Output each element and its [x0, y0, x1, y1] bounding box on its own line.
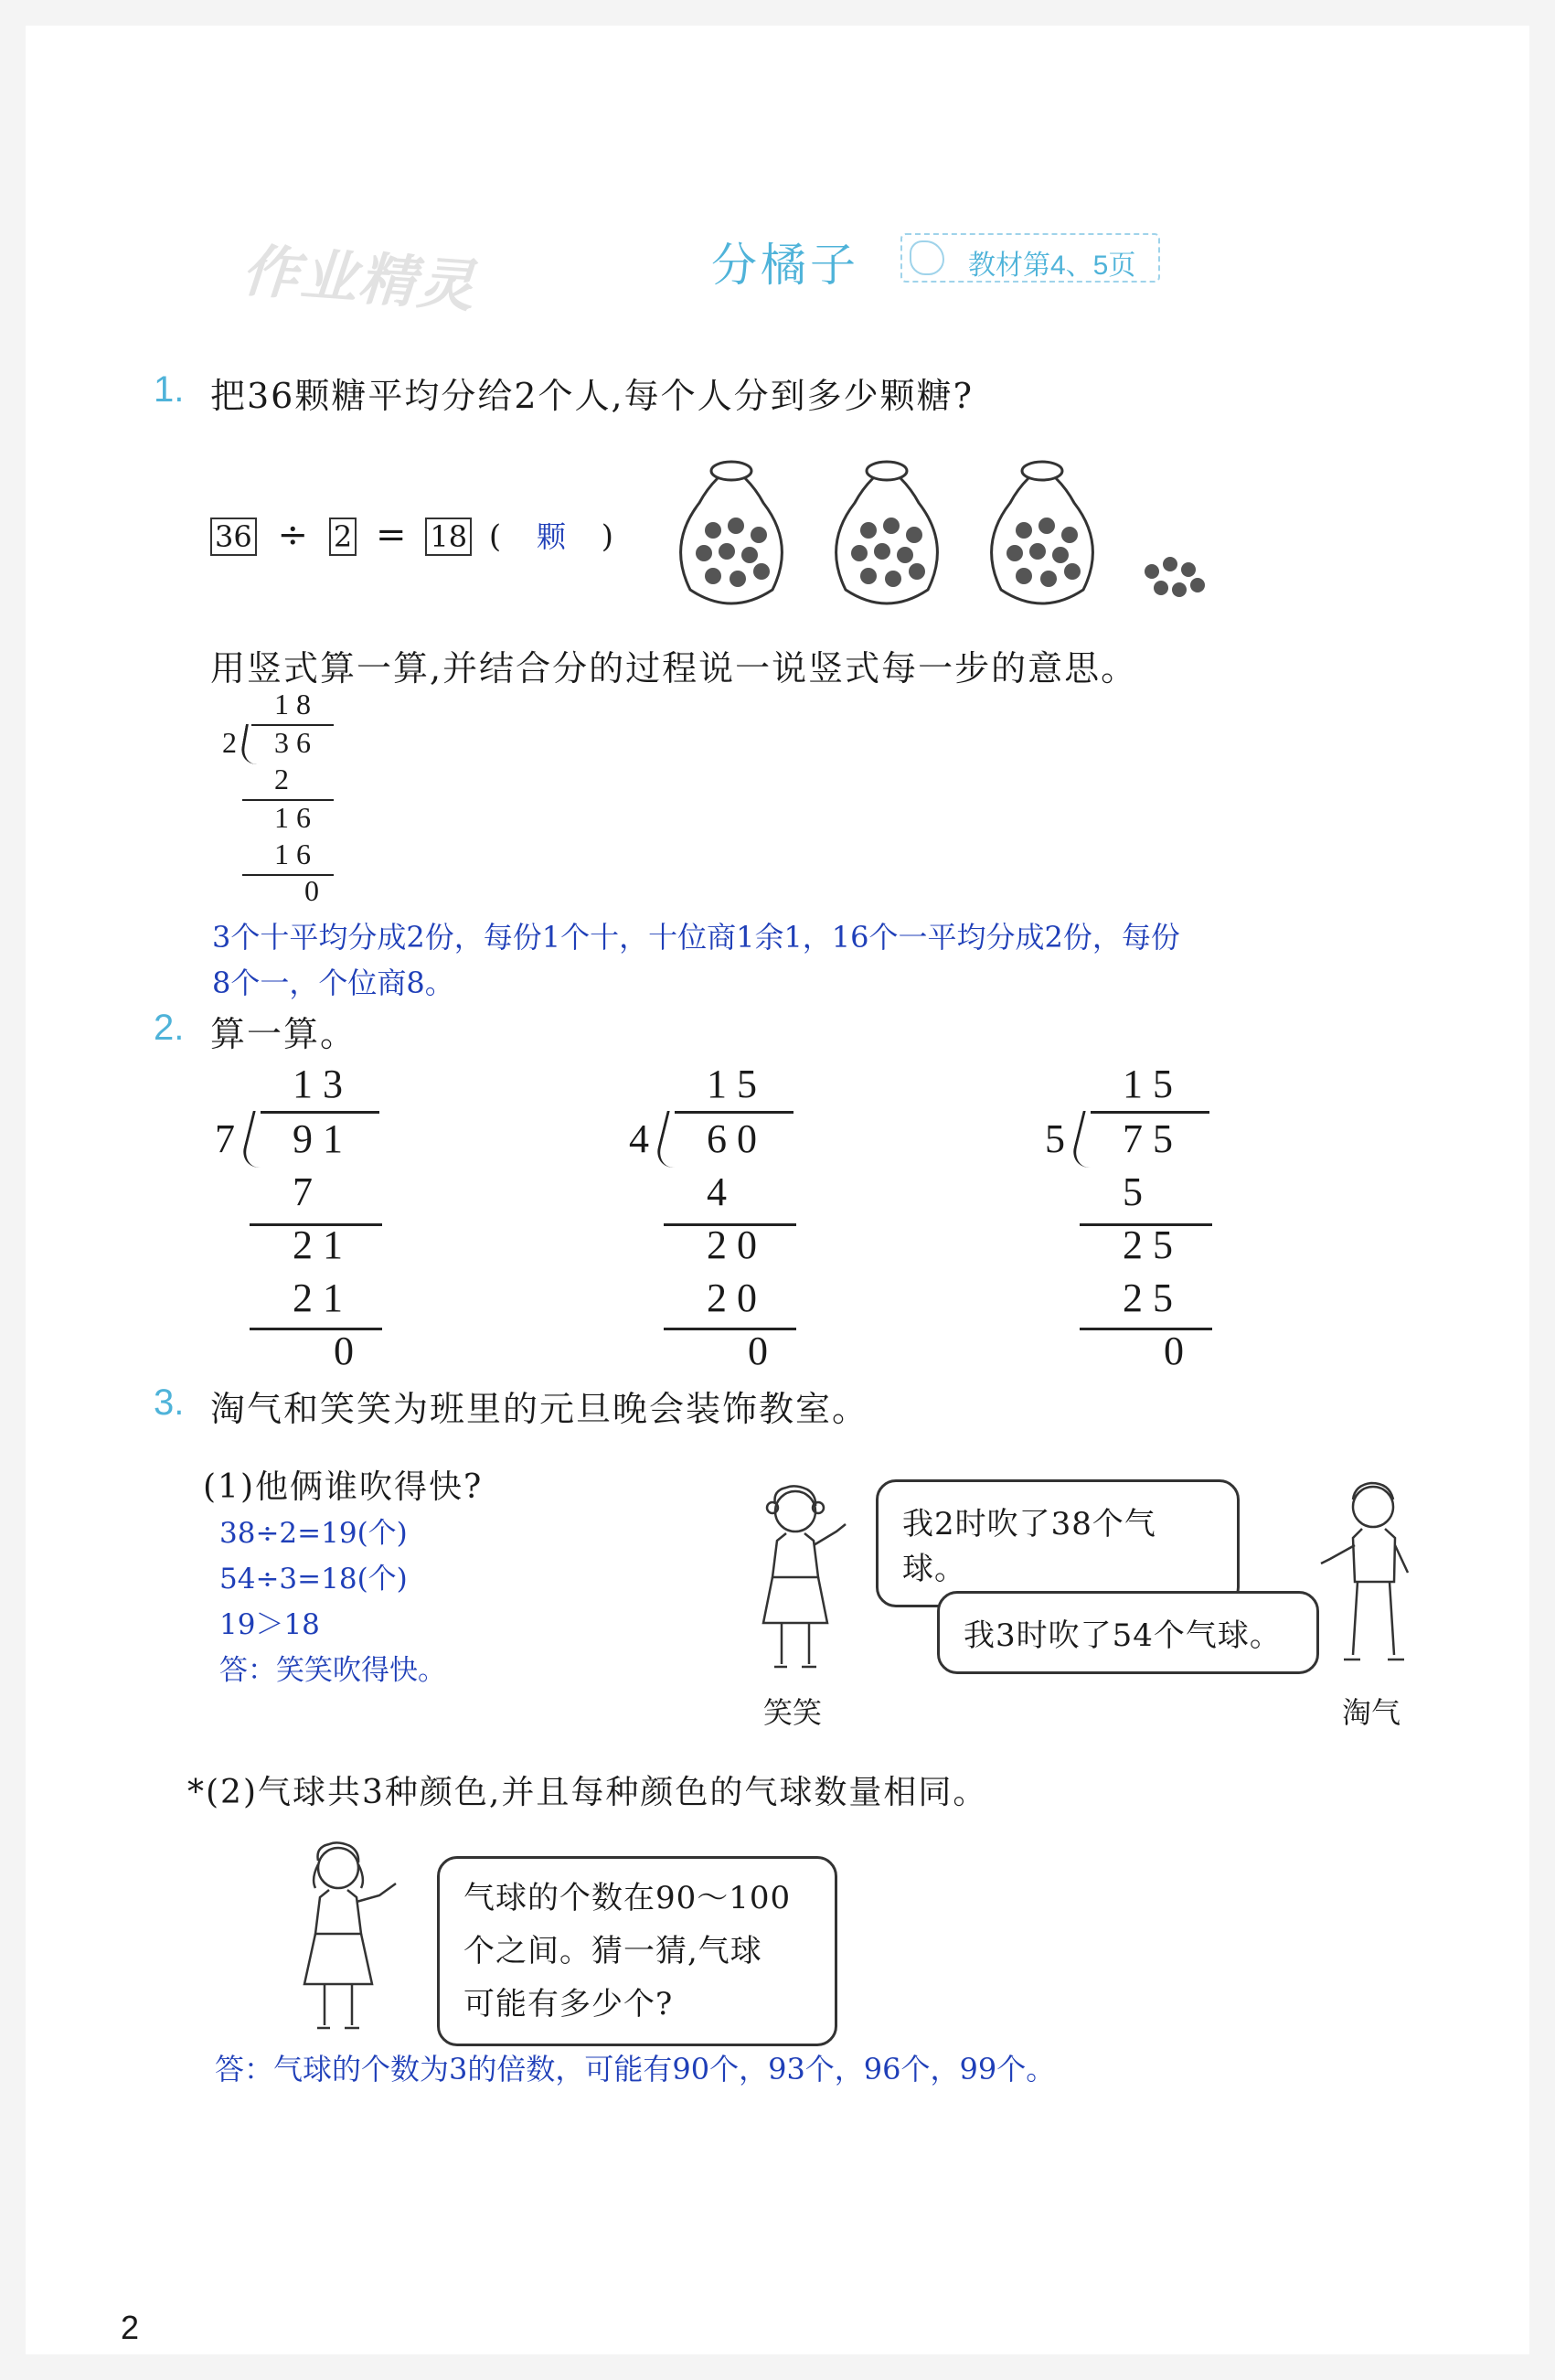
step-3: 2 5	[1123, 1275, 1173, 1320]
quotient: 1 8	[274, 688, 311, 720]
answer-line: 19＞18	[219, 1608, 320, 1641]
divisor: 5	[1045, 1116, 1065, 1161]
answer-line: 答：笑笑吹得快。	[219, 1654, 446, 1687]
question-1-number: 1.	[154, 369, 185, 410]
q1-instruction: 用竖式算一算,并结合分的过程说一说竖式每一步的意思。	[210, 648, 1138, 688]
q1-long-division	[215, 688, 343, 907]
divisor: 4	[629, 1116, 649, 1161]
question-1-text: 把36颗糖平均分给2个人,每个人分到多少颗糖?	[210, 376, 974, 416]
step-3-line	[1080, 1328, 1212, 1330]
step-1: 4	[707, 1169, 727, 1214]
remainder: 0	[1164, 1329, 1184, 1373]
unit-close: )	[601, 518, 614, 555]
girl-speech-text: 我2时吹了38个气球。	[902, 1506, 1156, 1587]
boy-icon	[1316, 1472, 1426, 1682]
q3-part2-answer: 答：气球的个数为3的倍数，可能有90个，93个，96个，99个。	[215, 2052, 1056, 2087]
question-3-number: 3.	[154, 1382, 185, 1423]
step-2: 1 6	[274, 801, 311, 834]
page-title: 分橘子	[711, 240, 859, 291]
division-bracket	[239, 724, 265, 764]
girl-figure	[745, 1477, 855, 1687]
girl-speech-bubble	[876, 1479, 1240, 1607]
divide-sign: ÷	[277, 514, 309, 556]
step-1: 2	[274, 763, 289, 795]
division-bracket	[1069, 1111, 1103, 1168]
q1-equation	[210, 514, 613, 556]
step-3: 1 6	[274, 838, 311, 870]
hint-speech-bubble	[437, 1856, 837, 2046]
division-bracket	[653, 1111, 687, 1168]
divisor: 2	[222, 726, 237, 759]
q2-division-3	[1045, 1061, 1228, 1381]
step-3-line	[250, 1328, 382, 1330]
division-bar	[675, 1111, 793, 1114]
leaf-icon	[910, 240, 944, 275]
step-3-line	[664, 1328, 796, 1330]
dividend: 6 0	[707, 1116, 757, 1161]
quotient: 1 5	[1123, 1062, 1173, 1106]
hint-line: 个之间。猜一猜,气球	[463, 1933, 762, 1969]
girl-icon	[745, 1477, 855, 1687]
dividend: 7 5	[1123, 1116, 1173, 1161]
girl-icon	[288, 1833, 407, 2044]
divisor: 7	[215, 1116, 235, 1161]
step-3: 2 0	[707, 1275, 757, 1320]
dividend: 3 6	[274, 726, 311, 759]
division-bar	[261, 1111, 379, 1114]
girl-figure-2	[288, 1833, 407, 2044]
step-2: 2 1	[293, 1222, 343, 1267]
answer-line: 38÷2=19(个)	[219, 1517, 408, 1550]
step-3-line	[242, 874, 334, 876]
girl-name: 笑笑	[763, 1695, 823, 1730]
quotient: 1 5	[707, 1062, 757, 1106]
q1-answer-line-2: 8个一，个位商8。	[212, 966, 454, 1000]
q1-result-box: 18	[425, 518, 472, 556]
equals-sign: =	[376, 514, 407, 556]
q1-unit: 颗	[536, 519, 566, 554]
step-1: 5	[1123, 1169, 1143, 1214]
question-3-text: 淘气和笑笑为班里的元旦晚会装饰教室。	[210, 1389, 869, 1429]
answer-line: 54÷3=18(个)	[219, 1563, 408, 1596]
question-2-number: 2.	[154, 1008, 185, 1048]
step-2: 2 5	[1123, 1222, 1173, 1267]
candy-bags-illustration	[672, 453, 1248, 617]
q1-dividend-box: 36	[210, 518, 257, 556]
q2-division-2	[629, 1061, 812, 1381]
q2-division-1	[215, 1061, 398, 1381]
boy-speech-text: 我3时吹了54个气球。	[964, 1617, 1282, 1654]
candy-bag-icon	[672, 453, 1248, 617]
q1-divisor-box: 2	[329, 518, 357, 556]
reference-text: 教材第4、5页	[968, 251, 1136, 281]
q3-part1-label: (1)他俩谁吹得快?	[203, 1468, 484, 1506]
boy-name: 淘气	[1342, 1695, 1401, 1730]
remainder: 0	[748, 1329, 768, 1373]
q3-part1-answers	[219, 1510, 446, 1693]
q1-answer-line-1: 3个十平均分成2份，每份1个十，十位商1余1，16个一平均分成2份，每份	[212, 920, 1180, 955]
watermark: 作业精灵	[240, 240, 478, 319]
remainder: 0	[304, 874, 319, 907]
step-1: 7	[293, 1169, 313, 1214]
division-bracket	[239, 1111, 273, 1168]
step-3: 2 1	[293, 1275, 343, 1320]
quotient: 1 3	[293, 1062, 343, 1106]
hint-line: 可能有多少个?	[463, 1986, 674, 2022]
dividend: 9 1	[293, 1116, 343, 1161]
page-number: 2	[121, 2309, 140, 2346]
boy-speech-bubble	[937, 1591, 1319, 1674]
division-bar	[1091, 1111, 1209, 1114]
boy-figure	[1316, 1472, 1426, 1682]
hint-line: 气球的个数在90～100	[463, 1880, 792, 1916]
question-2-text: 算一算。	[210, 1014, 357, 1054]
reference-badge	[900, 233, 1160, 283]
remainder: 0	[334, 1329, 354, 1373]
q3-part2-label: *(2)气球共3种颜色,并且每种颜色的气球数量相同。	[187, 1774, 988, 1811]
step-2: 2 0	[707, 1222, 757, 1267]
unit-open: (	[488, 518, 502, 555]
